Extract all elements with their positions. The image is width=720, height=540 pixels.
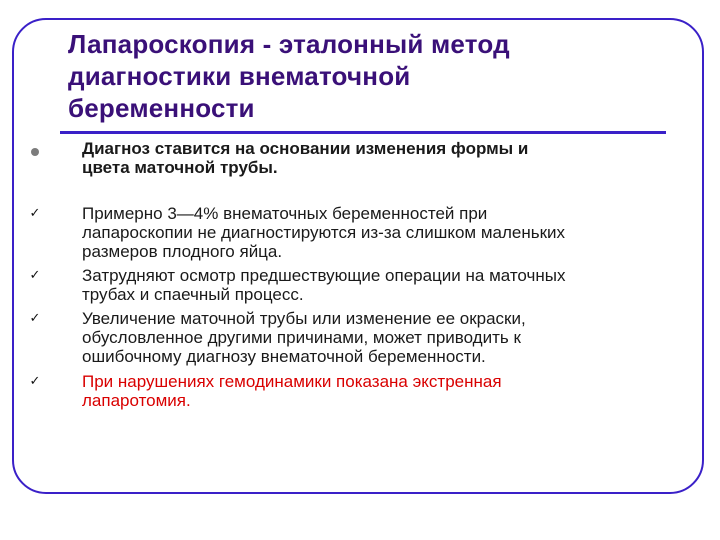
bullet-item-1 [82, 139, 662, 177]
checkmark-icon: ✓ [29, 267, 41, 282]
bullet-item-2 [82, 204, 662, 261]
title-underline [60, 131, 666, 134]
checkmark-icon: ✓ [29, 205, 41, 220]
bullet-5-line-2: лапаротомия. [82, 391, 191, 410]
slide-title [68, 28, 628, 124]
bullet-item-4 [82, 309, 662, 366]
checkmark-icon: ✓ [29, 373, 41, 388]
bullet-item-3 [82, 266, 662, 304]
bullet-1-line-2: цвета маточной трубы. [82, 158, 278, 177]
bullet-5-line-1: При нарушениях гемодинамики показана экстренная [82, 372, 502, 391]
round-bullet-icon [28, 142, 42, 159]
title-line-3: беременности [68, 93, 255, 123]
checkmark-icon: ✓ [29, 310, 41, 325]
bullet-2-line-1: Примерно 3—4% внематочных беременностей при [82, 204, 488, 223]
bullet-2-line-2: лапароскопии не диагностируются из-за слишком маленьких [82, 223, 566, 242]
bullet-4-line-2: обусловленное другими причинами, может приводить к [82, 328, 521, 347]
title-line-1: Лапароскопия - эталонный метод [68, 29, 510, 59]
bullet-3-line-2: трубах и спаечный процесс. [82, 285, 304, 304]
bullet-2-line-3: размеров плодного яйца. [82, 242, 283, 261]
bullet-1-line-1: Диагноз ставится на основании изменения формы и [82, 139, 529, 158]
bullet-4-line-1: Увеличение маточной трубы или изменение ее окраски, [82, 309, 526, 328]
bullet-4-line-3: ошибочному диагнозу внематочной беременности. [82, 347, 486, 366]
bullet-item-5 [82, 372, 662, 410]
title-line-2: диагностики внематочной [68, 61, 411, 91]
bullet-3-line-1: Затрудняют осмотр предшествующие операции на маточных [82, 266, 566, 285]
